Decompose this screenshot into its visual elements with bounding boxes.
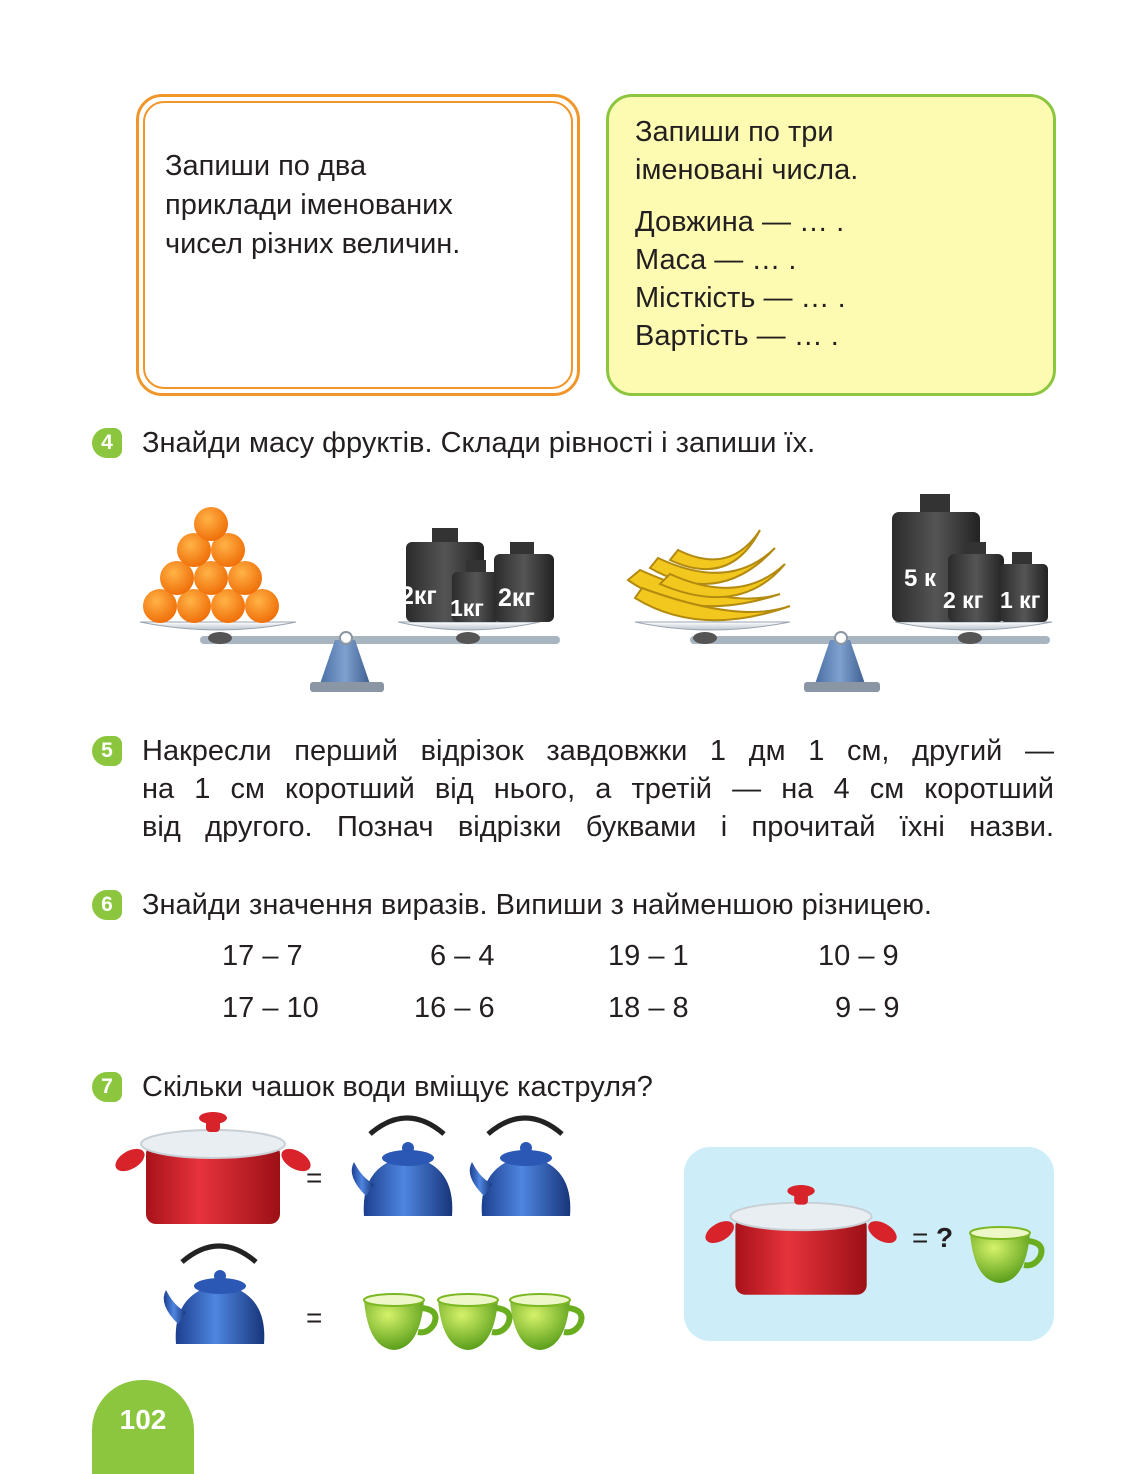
hint-intro-line: іменовані числа.	[635, 154, 859, 186]
kettle-icon	[352, 1118, 453, 1216]
weight-label: 2кг	[400, 582, 437, 610]
hint-line: Запиши по два	[165, 150, 367, 182]
task-5-line: від другого. Познач відрізки буквами і прочитай їхні назви.	[142, 811, 1054, 843]
kettle-icon	[164, 1246, 265, 1344]
hint-item: Вартість — … .	[635, 320, 839, 352]
weight-label: 1 кг	[1000, 587, 1041, 613]
equals-sign: =	[306, 1162, 323, 1193]
task-number-4: 4	[92, 428, 122, 458]
task-4-text: Знайди масу фруктів. Склади рівності і запиши їх.	[142, 427, 816, 459]
hint-intro-line: Запиши по три	[635, 116, 834, 148]
question-mark: ?	[936, 1222, 954, 1253]
question-box-illustration	[684, 1147, 1054, 1341]
expression: 19 – 1	[608, 940, 689, 972]
weight-label: 1кг	[450, 595, 484, 621]
cup-icon	[438, 1294, 510, 1350]
equals-sign: =	[912, 1222, 929, 1253]
task-5-line: Накресли перший відрізок завдовжки 1 дм 1 см, другий —	[142, 735, 1054, 767]
expression: 17 – 7	[222, 940, 303, 972]
hint-item: Маса — … .	[635, 244, 797, 276]
page-number: 102	[92, 1380, 194, 1474]
expression: 17 – 10	[222, 992, 319, 1024]
pot-icon	[702, 1185, 901, 1295]
task-5-line: на 1 см коротший від нього, а третій — на 4 см коротший	[142, 773, 1054, 805]
weight-label: 2 кг	[943, 587, 984, 613]
task-6-text: Знайди значення виразів. Випиши з найменшою різницею.	[142, 889, 932, 921]
weight-label: 2кг	[498, 584, 535, 612]
task-number-6: 6	[92, 890, 122, 920]
kettle-icon	[470, 1118, 571, 1216]
hint-item: Місткість — … .	[635, 282, 846, 314]
expression: 9 – 9	[835, 992, 900, 1024]
hint-line: чисел різних величин.	[165, 228, 461, 260]
hint-item: Довжина — … .	[635, 206, 845, 238]
cup-icon	[510, 1294, 582, 1350]
expression: 10 – 9	[818, 940, 899, 972]
expression: 6 – 4	[430, 940, 495, 972]
cup-icon	[970, 1227, 1042, 1283]
hint-line: приклади іменованих	[165, 189, 453, 221]
task-number-5: 5	[92, 736, 122, 766]
expression: 16 – 6	[414, 992, 495, 1024]
task-number-7: 7	[92, 1072, 122, 1102]
expression: 18 – 8	[608, 992, 689, 1024]
equals-sign: =	[306, 1302, 323, 1333]
pot-icon	[112, 1112, 315, 1224]
weight-label: 5 к	[904, 565, 937, 592]
task-7-text: Скільки чашок води вміщує каструля?	[142, 1071, 653, 1103]
cup-icon	[364, 1294, 436, 1350]
